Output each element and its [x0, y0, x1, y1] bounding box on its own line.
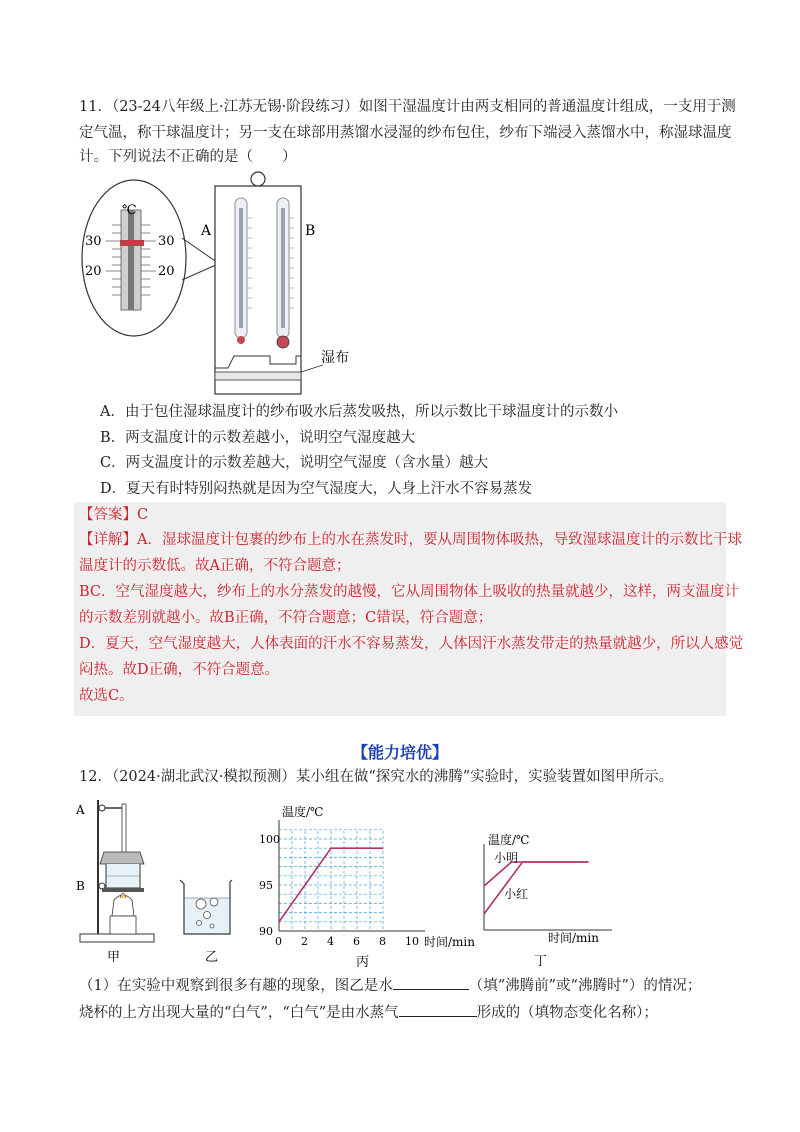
zoom-unit: ℃	[122, 203, 137, 218]
q11-line1	[79, 97, 736, 117]
answer-blank-2[interactable]	[399, 1002, 477, 1017]
chart-ding-series-line	[484, 862, 589, 886]
label-yi: 乙	[205, 950, 219, 964]
chart-bing-x-tick-label: 6	[353, 935, 360, 948]
q11-line2: 定气温，称干球温度计；另一支在球部用蒸馏水浸湿的纱布包住，纱布下端浸入蒸馏水中，称湿球温度	[79, 125, 732, 141]
q12-sub1-b: （填“沸腾前”或“沸腾时”）的情况；	[468, 978, 702, 994]
q11-option-c: C．两支温度计的示数差越大，说明空气湿度（含水量）越大	[100, 455, 489, 471]
q11-line3: 计。下列说法不正确的是（ ）	[79, 149, 297, 165]
thermometer-a-bulb	[237, 336, 245, 344]
q11-option-a: A．由于包住湿球温度计的纱布吸水后蒸发吸热，所以示数比干球温度计的示数小	[100, 404, 618, 420]
chart-bing-y-tick-label: 90	[259, 925, 273, 938]
flame	[120, 893, 126, 898]
thermometer-b-column	[281, 208, 285, 328]
chart-bing-y-tick-label: 100	[259, 833, 280, 846]
answer-detail-5: D．夏天，空气湿度越大，人体表面的汗水不容易蒸发，人体因汗水蒸发带走的热量就越少，所以人感觉	[79, 636, 744, 652]
q11-option-d: D．夏天有时特别闷热就是因为空气湿度大，人身上汗水不容易蒸发	[100, 481, 533, 497]
bubble-2	[210, 898, 218, 906]
q12-stem: （2024·湖北武汉·模拟预测）某小组在做“探究水的沸腾”实验时，实验装置如图甲所示。	[111, 769, 674, 785]
answer-blank-1[interactable]	[393, 975, 469, 990]
alcohol-lamp	[112, 895, 134, 916]
answer-detail-4: 的示数差别就越小。故B正确，不符合题意；C错误，符合题意；	[79, 610, 493, 626]
zoom-tick-20-left: 20	[85, 264, 102, 279]
q12-sub1-d: 形成的（填物态变化名称）；	[476, 1005, 658, 1021]
bubble-1	[196, 899, 206, 909]
chart-ding	[470, 826, 620, 966]
lamp-body	[110, 916, 136, 934]
zoom-tick-20-right: 20	[158, 264, 175, 279]
bubble-3	[204, 912, 211, 919]
bubble-4	[197, 921, 202, 926]
q11-number: 11．	[79, 99, 112, 115]
chart-bing-title: 丙	[356, 955, 370, 970]
answer-detail-3: BC．空气湿度越大，纱布上的水分蒸发的越慢，它从周围物体上吸收的热量就越少，这样，两支温度计	[79, 584, 740, 600]
clamp-a-knob	[99, 805, 105, 811]
chart-bing-x-tick-label: 0	[275, 935, 282, 948]
answer-detail-6: 闷热。故D正确，不符合题意。	[79, 662, 280, 678]
chart-ding-series-label: 小明	[494, 851, 519, 865]
hygrometer-figure	[78, 168, 378, 398]
answer-line: 【答案】C	[79, 507, 149, 523]
q12-sub1-c: 烧杯的上方出现大量的“白气”，“白气”是由水蒸气	[79, 1005, 399, 1021]
q12-line1	[79, 767, 673, 787]
chart-bing-y-tick-label: 95	[259, 879, 273, 892]
trough-base	[215, 372, 301, 380]
beaker-lid	[100, 852, 144, 864]
q11-stem-1: （23-24八年级上·江苏无锡·阶段练习）如图干湿温度计由两支相同的普通温度计组成，一支用于测	[111, 99, 736, 115]
chart-ding-xlabel: 时间/min	[548, 931, 599, 945]
label-b: B	[305, 223, 316, 239]
zoom-tick-30-right: 30	[158, 234, 175, 249]
q12-sub1-a: （1）在实验中观察到很多有趣的现象，图乙是水	[79, 978, 393, 994]
answer-detail-7: 故选C。	[79, 688, 134, 704]
label-a-stand: A	[76, 803, 85, 817]
q12-sub1-line1	[79, 975, 701, 996]
q11-option-b: B．两支温度计的示数差越小，说明空气湿度越大	[100, 430, 416, 446]
label-a: A	[201, 223, 212, 239]
section-title: 【能力培优】	[351, 743, 448, 762]
chart-ding-series-label: 小红	[504, 887, 529, 901]
chart-ding-ylabel: 温度/℃	[488, 833, 530, 847]
q12-number: 12．	[79, 769, 112, 785]
hanging-ring	[251, 172, 265, 186]
chart-bing-x-tick-label: 2	[301, 935, 308, 948]
answer-detail-2: 温度计的示数低。故A正确，不符合题意；	[79, 558, 351, 574]
thermometer-a-column	[239, 208, 243, 328]
callout-line-bottom	[182, 264, 218, 280]
chart-ding-series-line	[484, 862, 589, 914]
q12-sub1-line2	[79, 1002, 658, 1023]
chart-ding-title: 丁	[534, 954, 548, 966]
wet-cloth-label: 湿布	[321, 350, 349, 366]
zoom-tick-30-left: 30	[85, 234, 102, 249]
chart-bing-ylabel: 温度/℃	[282, 805, 324, 819]
stand-base	[80, 934, 154, 942]
callout-line-top	[182, 238, 218, 263]
zoom-liquid-level	[120, 240, 144, 246]
chart-bing-x-tick-label: 4	[327, 935, 334, 948]
answer-detail-1: 【详解】A．湿球温度计包裹的纱布上的水在蒸发时，要从周围物体吸热，导致湿球温度计的示数比干球	[79, 532, 742, 548]
apparatus-figure	[74, 792, 274, 964]
bubble-5	[210, 924, 214, 928]
chart-bing-x-tick-label: 8	[379, 935, 386, 948]
chart-bing-xlabel: 时间/min	[424, 935, 475, 949]
gauze	[102, 888, 144, 892]
wet-cloth-pointer	[301, 365, 323, 372]
chart-bing-x-tick-label: 10	[405, 935, 419, 948]
label-jia: 甲	[107, 950, 121, 964]
label-b-stand: B	[76, 879, 85, 893]
zoom-capillary	[128, 210, 134, 310]
thermometer-b-bulb	[277, 336, 289, 348]
